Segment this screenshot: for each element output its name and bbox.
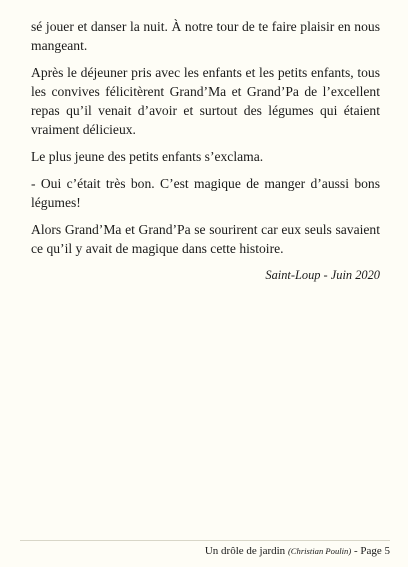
footer-page-number: - Page 5 (353, 545, 390, 557)
paragraph-1: sé jouer et danser la nuit. À notre tour de te faire plaisir en nous mangeant. (31, 19, 380, 53)
page-footer (20, 540, 390, 558)
paragraph-5: Alors Grand’Ma et Grand’Pa se sourirent car eux seuls savaient ce qu’il y avait de magique dans cette histoire. (31, 222, 380, 256)
footer-author: (Christian Poulin) (287, 546, 352, 556)
story-text (31, 17, 380, 284)
paragraph-4: - Oui c’était très bon. C’est magique de manger d’aussi bons légumes! (31, 176, 380, 210)
signature-line: Saint-Loup - Juin 2020 (265, 268, 380, 282)
footer-title: Un drôle de jardin (204, 545, 286, 557)
paragraph-3: Le plus jeune des petits enfants s’exclama. (31, 149, 264, 164)
paragraph-2: Après le déjeuner pris avec les enfants et les petits enfants, tous les convives félicitèrent Grand’Ma et Grand’Pa de l’excellent repas qu’il venait d’avoir et surtout des légumes qui étaient vraiment délicieux. (31, 65, 380, 137)
